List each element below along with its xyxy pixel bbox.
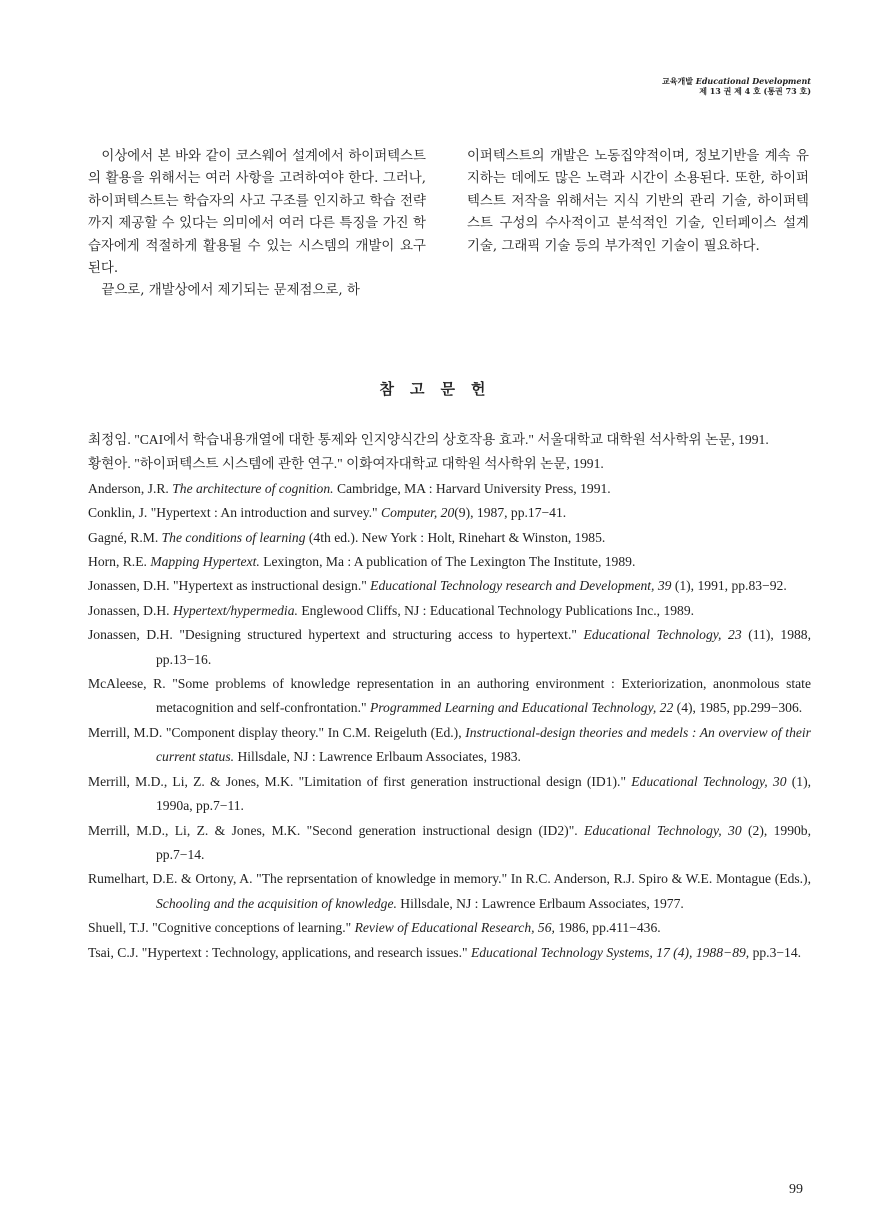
reference-details: Englewood Cliffs, NJ : Educational Technology Publications Inc., 1989. — [297, 602, 695, 618]
reference-source-title: Educational Technology research and Development, 39 — [370, 578, 672, 594]
reference-entry — [88, 526, 811, 550]
reference-details: 1986, pp.411−436. — [554, 920, 661, 936]
reference-text: Merrill, M.D., Li, Z. & Jones, M.K. "Second generation instructional design (ID2)". — [88, 822, 585, 838]
reference-entry — [88, 599, 811, 623]
reference-entry — [88, 916, 811, 940]
reference-details: (1), 1990a, pp.7−11. — [156, 773, 811, 814]
reference-list — [88, 428, 811, 965]
reference-source-title: Review of Educational Research, 56, — [354, 920, 555, 936]
reference-source-title: Educational Technology, 30 — [584, 822, 742, 838]
reference-text: Jonassen, D.H. — [88, 602, 173, 618]
reference-details: Lexington, Ma : A publication of The Lexington The Institute, 1989. — [259, 554, 636, 570]
reference-source-title: Computer, 20 — [381, 505, 455, 521]
right-column — [467, 146, 809, 258]
left-column — [88, 146, 426, 303]
journal-korean: 교육개발 — [662, 76, 693, 86]
reference-source-title: Educational Technology, 23 — [583, 627, 742, 643]
references-heading: 참고문헌 — [379, 380, 502, 398]
reference-text: Horn, R.E. — [88, 554, 151, 570]
reference-entry — [88, 452, 811, 476]
reference-details: (4), 1985, pp.299−306. — [673, 700, 803, 716]
reference-details: (1), 1991, pp.83−92. — [671, 578, 787, 594]
reference-text: Jonassen, D.H. "Hypertext as instructional design." — [88, 578, 371, 594]
reference-source-title: Mapping Hypertext. — [150, 554, 260, 570]
reference-details: pp.3−14. — [749, 944, 802, 960]
reference-entry — [88, 477, 811, 501]
reference-entry — [88, 501, 811, 525]
reference-details: (2), 1990b, pp.7−14. — [156, 822, 811, 862]
left-paragraph-2: 끝으로, 개발상에서 제기되는 문제점으로, 하 — [101, 283, 360, 299]
reference-source-title: Schooling and the acquisition of knowledge. — [156, 895, 397, 911]
reference-source-title: The conditions of learning — [161, 529, 306, 545]
reference-text: Conklin, J. "Hypertext : An introduction and survey." — [88, 505, 382, 521]
reference-text: Rumelhart, D.E. & Ortony, A. "The reprsentation of knowledge in memory." In R.C. Anderson, R.J. Spiro & W.E. Montague (Eds.), — [88, 871, 811, 887]
reference-text: Merrill, M.D. "Component display theory." In C.M. Reigeluth (Ed.), — [88, 724, 466, 740]
reference-entry — [88, 574, 811, 598]
reference-details: (11), 1988, pp.13−16. — [156, 627, 811, 667]
journal-english: Educational Development — [695, 76, 811, 86]
reference-entry — [88, 721, 811, 770]
reference-text: Gagné, R.M. — [88, 529, 162, 545]
right-paragraph-1: 이퍼텍스트의 개발은 노동집약적이며, 정보기반을 계속 유지하는 데에도 많은 노력과 시간이 소용된다. 또한, 하이퍼텍스트 저작을 위해서는 지식 기반의 관리 기술, 하이퍼텍스트 구성의 수사적이고 분석적인 기술, 인터페이스 설계 기술, 그래픽 기술 등의 부가적인 기술이 필요하다. — [467, 149, 809, 254]
reference-source-title: Educational Technology Systems, 17 (4), 1988−89, — [470, 944, 750, 960]
reference-source-title: Programmed Learning and Educational Technology, 22 — [369, 700, 674, 716]
volume-line: 제 13 권 제 4 호 (통권 73 호) — [699, 86, 811, 96]
reference-entry — [88, 550, 811, 574]
reference-entry — [88, 770, 811, 819]
reference-source-title: Instructional-design theories and medels : An overview of their current status. — [156, 724, 811, 765]
reference-source-title: Hypertext/hypermedia. — [172, 602, 298, 618]
left-paragraph-1: 이상에서 본 바와 같이 코스웨어 설계에서 하이퍼텍스트의 활용을 위해서는 여러 사항을 고려하여야 한다. 그러나, 하이퍼텍스트는 학습자의 사고 구조를 인지하고 학습 전략까지 제공할 수 있다는 의미에서 여러 다른 특징을 가진 학습자에게 적절하게 활용될 수 있는 시스템의 개발이 요구된다. — [88, 149, 426, 277]
reference-details: Hillsdale, NJ : Lawrence Erlbaum Associates, 1977. — [396, 895, 684, 911]
reference-text: Tsai, C.J. "Hypertext : Technology, applications, and research issues." — [88, 944, 471, 960]
reference-text: Merrill, M.D., Li, Z. & Jones, M.K. "Limitation of first generation instructional design (ID1)." — [88, 773, 632, 789]
reference-text: Anderson, J.R. — [88, 480, 173, 496]
reference-entry — [88, 672, 811, 721]
page-number: 99 — [789, 1182, 803, 1197]
running-header — [662, 76, 811, 96]
reference-entry — [88, 623, 811, 672]
reference-text: Shuell, T.J. "Cognitive conceptions of learning." — [88, 920, 355, 936]
reference-text: McAleese, R. "Some problems of knowledge representation in an authoring environment : Exteriorization, anonmolous state metacognition and self-confrontation." — [88, 676, 811, 716]
reference-entry — [88, 428, 811, 452]
reference-source-title: Educational Technology, 30 — [631, 773, 787, 789]
reference-details: (9), 1987, pp.17−41. — [454, 505, 567, 521]
reference-entry — [88, 819, 811, 868]
reference-text: 최정임. "CAI에서 학습내용개열에 대한 통제와 인지양식간의 상호작용 효과." 서울대학교 대학원 석사학위 논문, 1991. — [88, 432, 769, 447]
reference-entry — [88, 941, 811, 965]
reference-source-title: The architecture of cognition. — [172, 480, 334, 496]
reference-text: Jonassen, D.H. "Designing structured hypertext and structuring access to hypertext." — [88, 627, 584, 643]
reference-entry — [88, 867, 811, 916]
reference-details: Cambridge, MA : Harvard University Press, 1991. — [333, 480, 611, 496]
reference-details: (4th ed.). New York : Holt, Rinehart & Winston, 1985. — [305, 529, 606, 545]
reference-text: 황현아. "하이퍼텍스트 시스템에 관한 연구." 이화여자대학교 대학원 석사학위 논문, 1991. — [88, 456, 604, 472]
reference-details: Hillsdale, NJ : Lawrence Erlbaum Associates, 1983. — [234, 749, 521, 765]
